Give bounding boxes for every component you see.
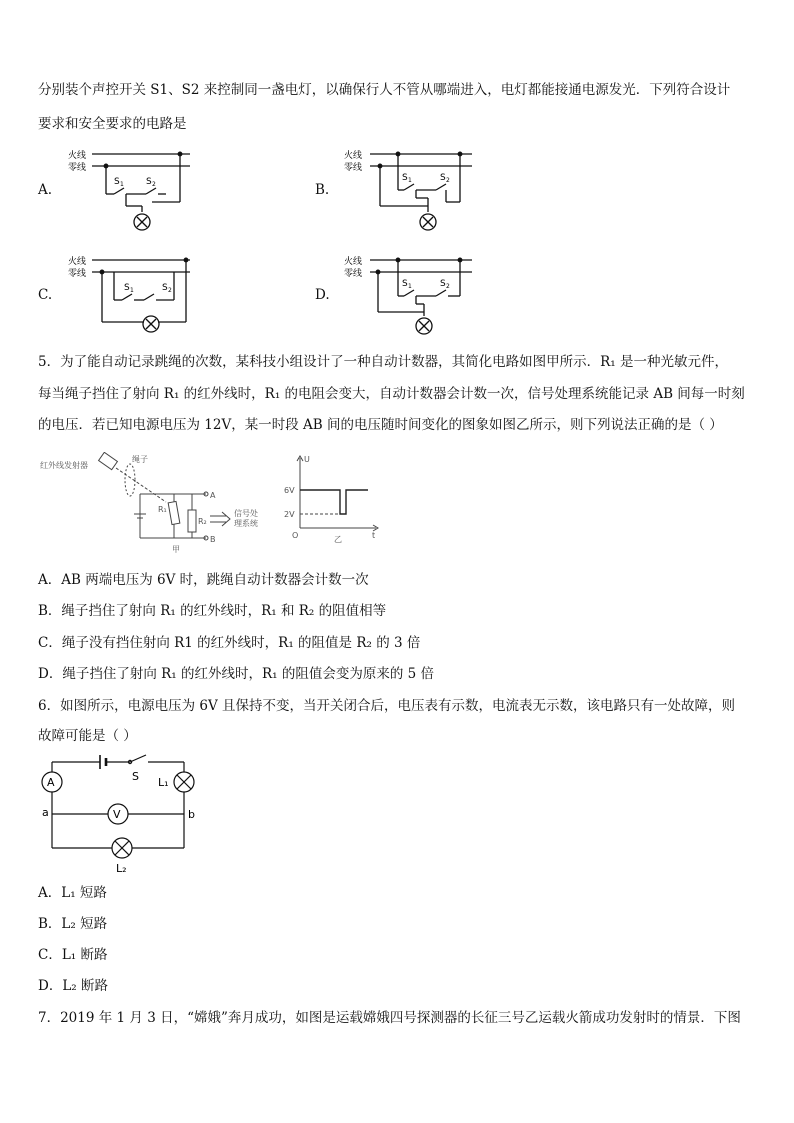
q6-point-a: a (42, 806, 49, 819)
q5-text-line-1: 5．为了能自动记录跳绳的次数，某科技小组设计了一种自动计数器，其简化电路如图甲所示．R₁ 是一种光敏元件， (38, 354, 728, 370)
q4-option-d-label: D. (315, 287, 330, 303)
q4-c-s1-sub: 1 (130, 287, 134, 294)
q4-b-live-label: 火线 (344, 151, 363, 161)
q5-option-a: A．AB 两端电压为 6V 时，跳绳自动计数器会计数一次 (38, 572, 369, 588)
q4-option-a-label: A. (38, 182, 53, 198)
q5-figure-a (38, 452, 283, 562)
q5-text-line-3: 的电压．若已知电源电压为 12V，某一时段 AB 间的电压随时间变化的图象如图乙所示，则下列说法正确的是（ ） (38, 417, 723, 433)
q6-option-b: B．L₂ 短路 (38, 916, 108, 932)
q4-text-line-2: 要求和安全要求的电路是 (38, 116, 187, 132)
q5-figure-a-caption: 甲 (172, 545, 180, 554)
q4-c-live-label: 火线 (68, 257, 87, 267)
q4-a-s2-sub: 2 (152, 181, 156, 188)
q4-b-s1-sub: 1 (408, 177, 412, 184)
q5-figure-b-caption: 乙 (334, 535, 342, 544)
q5-emitter-label: 红外线发射器 (40, 461, 88, 470)
q4-d-s1-label: S (402, 279, 408, 289)
q7-text-line-1: 7．2019 年 1 月 3 日，“嫦娥”奔月成功，如图是运载嫦娥四号探测器的长征三号乙运载火箭成功发射时的情景．下图 (38, 1010, 741, 1026)
q4-a-s2-label: S (146, 177, 152, 187)
q5-tick-6v: 6V (284, 486, 295, 495)
q5-option-d: D．绳子挡住了射向 R₁ 的红外线时，R₁ 的阻值会变为原来的 5 倍 (38, 666, 435, 682)
q4-b-s2-sub: 2 (446, 177, 450, 184)
q5-text-line-2: 每当绳子挡住了射向 R₁ 的红外线时，R₁ 的电阻会变大，自动计数器会计数一次，信号处理系统能记录 AB 间每一时刻 (38, 386, 745, 402)
q4-text-line-1: 分别装个声控开关 S1、S2 来控制同一盏电灯，以确保行人不管从哪端进入，电灯都能接通电源发光．下列符合设计 (38, 82, 731, 98)
q6-option-d: D．L₂ 断路 (38, 978, 108, 994)
q4-b-s1-label: S (402, 173, 408, 183)
q5-rope-label: 绳子 (132, 455, 148, 464)
q6-ammeter-label: A (47, 776, 55, 789)
q5-option-b: B．绳子挡住了射向 R₁ 的红外线时，R₁ 和 R₂ 的阻值相等 (38, 603, 387, 619)
q6-circuit (38, 752, 208, 877)
q4-circuit-d (340, 252, 475, 346)
q4-d-live-label: 火线 (344, 257, 363, 267)
q4-a-live-label: 火线 (68, 151, 87, 161)
q6-point-b: b (188, 808, 195, 821)
q4-d-s2-sub: 2 (446, 283, 450, 290)
q5-terminal-b: B (210, 535, 216, 544)
q4-c-neutral-label: 零线 (68, 269, 87, 279)
q4-d-neutral-label: 零线 (344, 269, 363, 279)
q5-axis-u: U (304, 455, 310, 464)
q6-voltmeter-label: V (113, 808, 121, 821)
q4-b-s2-label: S (440, 173, 446, 183)
q5-option-c: C．绳子没有挡住射向 R1 的红外线时，R₁ 的阻值是 R₂ 的 3 倍 (38, 635, 421, 651)
q5-tick-2v: 2V (284, 510, 295, 519)
q5-origin: O (292, 531, 299, 540)
q6-text-line-1: 6．如图所示，电源电压为 6V 且保持不变，当开关闭合后，电压表有示数，电流表无示数，该电路只有一处故障，则 (38, 698, 736, 714)
q4-b-neutral-label: 零线 (344, 163, 363, 173)
q4-option-c-label: C. (38, 287, 53, 303)
q5-axis-t: t (372, 531, 376, 540)
q5-r2-label: R₂ (198, 517, 207, 526)
q4-a-s1-sub: 1 (120, 181, 124, 188)
q4-d-s1-sub: 1 (408, 283, 412, 290)
q4-circuit-c (62, 252, 192, 346)
q4-d-s2-label: S (440, 279, 446, 289)
q6-l2-label: L₂ (116, 862, 127, 875)
q6-l1-label: L₁ (158, 776, 169, 789)
q6-switch-label: S (132, 770, 139, 783)
q4-c-s1-label: S (124, 283, 130, 293)
q4-a-s1-label: S (114, 177, 120, 187)
q5-system-label-1: 信号处 (234, 509, 258, 518)
q4-c-s2-label: S (162, 283, 168, 293)
q5-figure-b (284, 452, 384, 562)
q6-option-c: C．L₁ 断路 (38, 947, 108, 963)
q4-option-b-label: B. (315, 182, 330, 198)
q4-circuit-b (340, 146, 475, 236)
q6-text-line-2: 故障可能是（ ） (38, 728, 137, 744)
q5-terminal-a: A (210, 491, 216, 500)
q5-system-label-2: 理系统 (234, 519, 258, 528)
q5-r1-label: R₁ (158, 505, 167, 514)
q4-a-neutral-label: 零线 (68, 163, 87, 173)
q4-c-s2-sub: 2 (168, 287, 172, 294)
q6-option-a: A．L₁ 短路 (38, 885, 107, 901)
q4-circuit-a (62, 146, 192, 236)
